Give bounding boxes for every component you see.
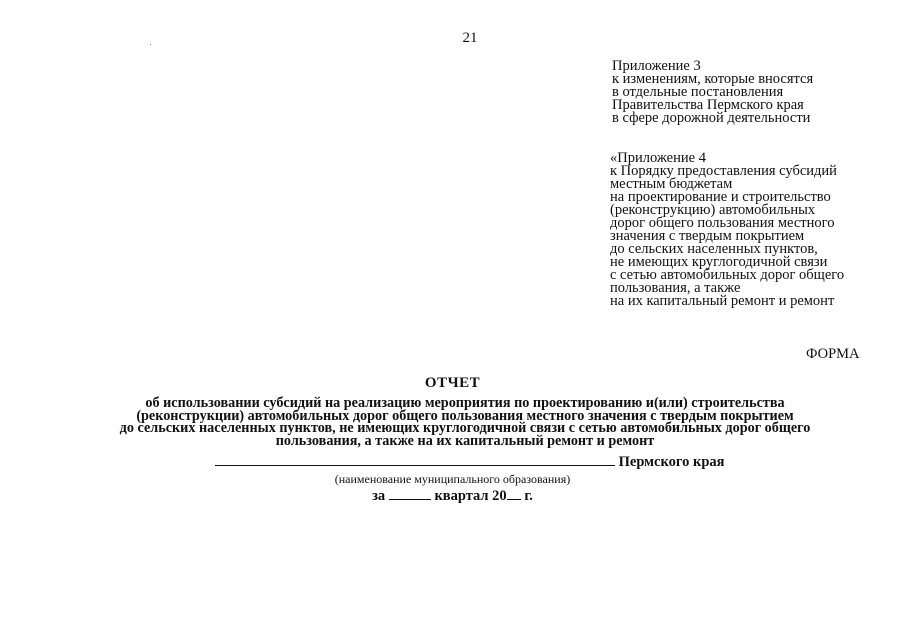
appendix-4-line: «Приложение 4 [610, 150, 706, 166]
report-description-line: до сельских населенных пунктов, не имеющих круглогодичной связи с сетью автомобильных дорог общего [119, 420, 811, 436]
appendix-4-line: пользования, а также [610, 280, 741, 296]
period-middle: квартал 20 [434, 488, 507, 504]
appendix-4-line: дорог общего пользования местного [610, 215, 835, 231]
appendix-3-header [612, 60, 813, 125]
appendix-3-line: Правительства Пермского края [612, 97, 804, 113]
report-description [90, 397, 840, 447]
municipality-caption: (наименование муниципального образования) [334, 472, 571, 486]
appendix-4-line: на проектирование и строительство [610, 189, 831, 205]
report-description-line: (реконструкции) автомобильных дорог общего пользования местного значения с твердым покрытием [136, 407, 794, 424]
form-label: ФОРМА [806, 346, 860, 362]
municipality-line [215, 453, 725, 471]
quarter-blank[interactable] [389, 487, 431, 500]
period-prefix: за [372, 488, 386, 504]
appendix-4-line: не имеющих круглогодичной связи [610, 254, 828, 270]
appendix-4-line: местным бюджетам [610, 176, 733, 192]
scan-speck [150, 44, 151, 45]
appendix-4-line: значения с твердым покрытием [610, 228, 805, 244]
page-number: 21 [462, 30, 478, 46]
report-description-line: пользования, а также на их капитальный ремонт и ремонт [275, 432, 655, 449]
year-blank[interactable] [507, 487, 521, 500]
region-suffix: Пермского края [618, 454, 725, 470]
period-suffix: г. [524, 488, 533, 504]
appendix-3-line: в сфере дорожной деятельности [612, 110, 811, 126]
appendix-4-line: (реконструкцию) автомобильных [610, 202, 816, 218]
period-line [0, 487, 905, 505]
municipality-blank[interactable] [215, 453, 615, 466]
appendix-3-line: к изменениям, которые вносятся [612, 71, 814, 87]
report-title: ОТЧЕТ [424, 375, 481, 391]
appendix-4-header [610, 152, 844, 308]
appendix-4-line: на их капитальный ремонт и ремонт [610, 293, 835, 309]
appendix-4-line: к Порядку предоставления субсидий [610, 163, 837, 179]
appendix-4-line: до сельских населенных пунктов, [610, 241, 818, 257]
appendix-3-line: Приложение 3 [612, 58, 701, 74]
appendix-3-line: в отдельные постановления [612, 84, 784, 100]
report-description-line: об использовании субсидий на реализацию мероприятия по проектированию и(или) строительства [145, 395, 785, 411]
appendix-4-line: с сетью автомобильных дорог общего [610, 267, 845, 283]
